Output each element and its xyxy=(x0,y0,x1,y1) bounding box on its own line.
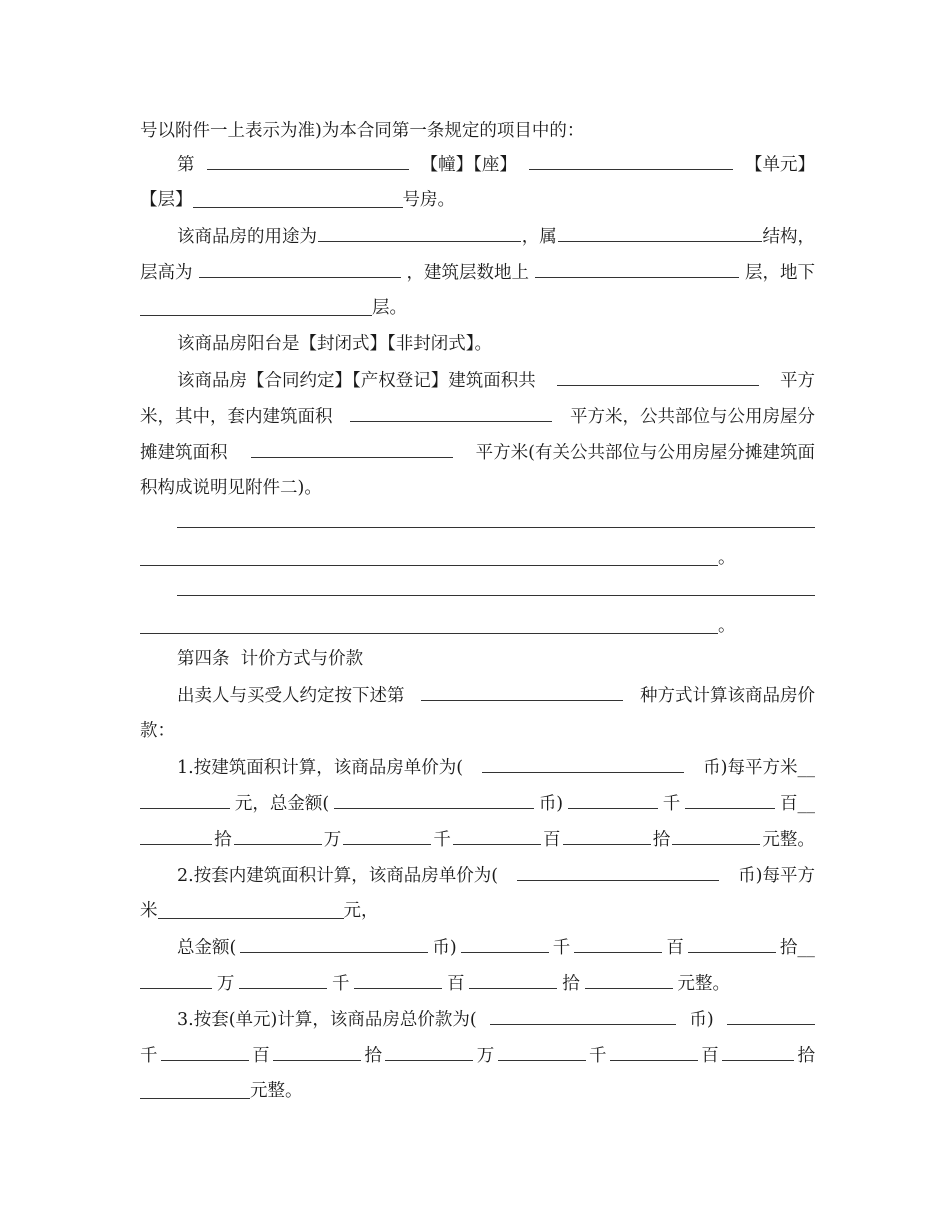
fill-blank[interactable] xyxy=(461,932,549,953)
label: 拾 xyxy=(652,830,671,850)
label: 米，其中，套内建筑面积 xyxy=(140,407,333,427)
label: 结构， xyxy=(762,227,815,247)
fill-blank[interactable] xyxy=(140,824,212,845)
fill-blank[interactable] xyxy=(498,1040,586,1061)
label: 币)每平方米__ xyxy=(703,758,815,778)
fill-blank[interactable] xyxy=(334,788,534,809)
label: 款： xyxy=(140,721,175,741)
label: 该商品房【合同约定】【产权登记】建筑面积共 xyxy=(177,371,536,391)
fill-blank[interactable] xyxy=(273,1040,361,1061)
fill-blank[interactable] xyxy=(199,257,401,278)
label: 百 xyxy=(252,1046,270,1066)
fill-blank[interactable] xyxy=(585,968,673,989)
fill-blank[interactable] xyxy=(421,680,623,701)
label: 【层】 xyxy=(140,190,193,210)
text-line xyxy=(177,221,815,251)
label: 3.按套(单元)计算，该商品房总价款为( xyxy=(177,1010,477,1030)
label: 币) xyxy=(689,1010,714,1030)
label: 总金额( xyxy=(177,938,237,958)
fill-blank[interactable] xyxy=(354,968,442,989)
label: 拾 xyxy=(562,974,580,994)
fill-blank[interactable] xyxy=(207,149,409,170)
label: 千 xyxy=(662,794,681,814)
fill-blank[interactable] xyxy=(158,898,344,919)
fill-blank[interactable] xyxy=(161,1040,249,1061)
text-line xyxy=(140,473,815,503)
label: 元，总金额( xyxy=(234,794,330,814)
clause-text: 积构成说明见附件二)。 xyxy=(140,478,322,498)
label: 出卖人与买受人约定按下述第 xyxy=(177,686,405,706)
label: 【单元】 xyxy=(745,155,815,175)
fill-blank[interactable] xyxy=(727,1004,815,1025)
label: 元整。 xyxy=(250,1081,303,1101)
fill-blank[interactable] xyxy=(568,788,658,809)
fill-blank[interactable] xyxy=(240,932,428,953)
label: 千 xyxy=(331,974,350,994)
label: 该商品房的用途为 xyxy=(177,227,317,247)
fill-blank[interactable] xyxy=(140,613,718,634)
label: 1.按建筑面积计算，该商品房单价为( xyxy=(177,758,464,778)
fill-blank[interactable] xyxy=(251,437,453,458)
label: 万 xyxy=(216,974,235,994)
text-line xyxy=(140,824,815,854)
fill-blank[interactable] xyxy=(350,401,552,422)
text-line xyxy=(140,968,730,998)
label: 百 xyxy=(543,830,561,850)
label: 拾 xyxy=(214,830,232,850)
label: 千 xyxy=(589,1046,607,1066)
fill-blank[interactable] xyxy=(672,824,760,845)
clause-text: 该商品房阳台是【封闭式】【非封闭式】。 xyxy=(177,334,492,354)
text-line xyxy=(140,543,815,573)
text-line xyxy=(140,293,815,323)
label: 百__ xyxy=(779,794,815,814)
fill-blank[interactable] xyxy=(318,221,521,242)
label: 拾 xyxy=(797,1046,815,1066)
label: 平方米，公共部位与公用房屋分 xyxy=(570,407,815,427)
fill-blank[interactable] xyxy=(517,860,719,881)
label: 百 xyxy=(666,938,684,958)
label: 。 xyxy=(718,616,736,636)
label: 百 xyxy=(701,1046,719,1066)
text-line xyxy=(177,680,815,710)
text-line xyxy=(177,932,815,962)
text-line xyxy=(140,257,815,287)
fill-blank[interactable] xyxy=(685,788,775,809)
text-line xyxy=(177,149,815,179)
fill-blank[interactable] xyxy=(385,1040,473,1061)
label: 。 xyxy=(718,548,736,568)
label: 万 xyxy=(476,1046,495,1066)
label: 种方式计算该商品房价 xyxy=(640,686,815,706)
label: 千 xyxy=(552,938,571,958)
label: 元整。 xyxy=(677,974,730,994)
text-line xyxy=(140,437,815,467)
fill-blank[interactable] xyxy=(140,545,718,566)
label: 币)每平方 xyxy=(738,866,815,886)
label: 拾__ xyxy=(779,938,815,958)
clause-text: 号以附件一上表示为准)为本合同第一条规定的项目中的： xyxy=(140,121,585,141)
fill-blank[interactable] xyxy=(140,295,372,316)
article-title: 第四条 计价方式与价款 xyxy=(177,649,364,669)
fill-blank[interactable] xyxy=(563,824,651,845)
text-line xyxy=(177,752,815,782)
text-line xyxy=(140,716,815,746)
fill-blank[interactable] xyxy=(610,1040,698,1061)
label: 号房。 xyxy=(402,190,455,210)
label: ，建筑层数地上 xyxy=(406,263,529,283)
label: 层高为 xyxy=(140,263,193,283)
fill-blank[interactable] xyxy=(140,1078,250,1099)
fill-blank[interactable] xyxy=(574,932,662,953)
text-line xyxy=(140,401,815,431)
text-line xyxy=(140,1076,815,1106)
text-line xyxy=(177,329,815,359)
text-line xyxy=(140,116,815,146)
fill-blank[interactable] xyxy=(469,968,557,989)
text-line xyxy=(140,185,815,215)
label: 2.按套内建筑面积计算，该商品房单价为( xyxy=(177,866,499,886)
fill-blank[interactable] xyxy=(239,968,327,989)
fill-blank[interactable] xyxy=(490,1004,676,1025)
label: 拾 xyxy=(364,1046,382,1066)
fill-blank[interactable] xyxy=(234,824,322,845)
text-line xyxy=(140,896,815,926)
fill-blank[interactable] xyxy=(722,1040,794,1061)
label: 第 xyxy=(177,155,195,175)
text-line xyxy=(177,860,815,890)
text-line xyxy=(140,788,815,818)
article-heading xyxy=(177,644,815,674)
label: 层，地下 xyxy=(745,263,815,283)
fill-blank[interactable] xyxy=(688,932,776,953)
fill-blank[interactable] xyxy=(343,824,431,845)
fill-blank[interactable] xyxy=(558,221,762,242)
label: 【幢】【座】 xyxy=(420,155,517,175)
label: 币) xyxy=(432,938,457,958)
label: 平方 xyxy=(780,371,815,391)
label: 米 xyxy=(140,901,158,921)
fill-blank[interactable] xyxy=(453,824,541,845)
fill-blank[interactable] xyxy=(140,788,230,809)
label: 平方米(有关公共部位与公用房屋分摊建筑面 xyxy=(475,443,815,463)
text-line xyxy=(177,365,815,395)
label: 层。 xyxy=(372,298,407,318)
label: 千 xyxy=(433,830,451,850)
blank-rule[interactable] xyxy=(177,595,815,596)
label: 币) xyxy=(538,794,564,814)
label: 百 xyxy=(447,974,465,994)
text-line xyxy=(177,1004,815,1034)
label: 千 xyxy=(140,1046,158,1066)
fill-blank[interactable] xyxy=(193,187,403,208)
fill-blank[interactable] xyxy=(535,257,739,278)
label: 元整。 xyxy=(762,830,815,850)
fill-blank[interactable] xyxy=(140,968,212,989)
fill-blank[interactable] xyxy=(529,149,733,170)
label: 摊建筑面积 xyxy=(140,443,228,463)
label: 万 xyxy=(323,830,342,850)
fill-blank[interactable] xyxy=(482,752,684,773)
text-line xyxy=(140,1040,815,1070)
blank-rule[interactable] xyxy=(177,527,815,528)
text-line xyxy=(140,611,815,641)
label: 元， xyxy=(343,901,379,921)
label: ，属 xyxy=(521,227,557,247)
fill-blank[interactable] xyxy=(557,365,759,386)
